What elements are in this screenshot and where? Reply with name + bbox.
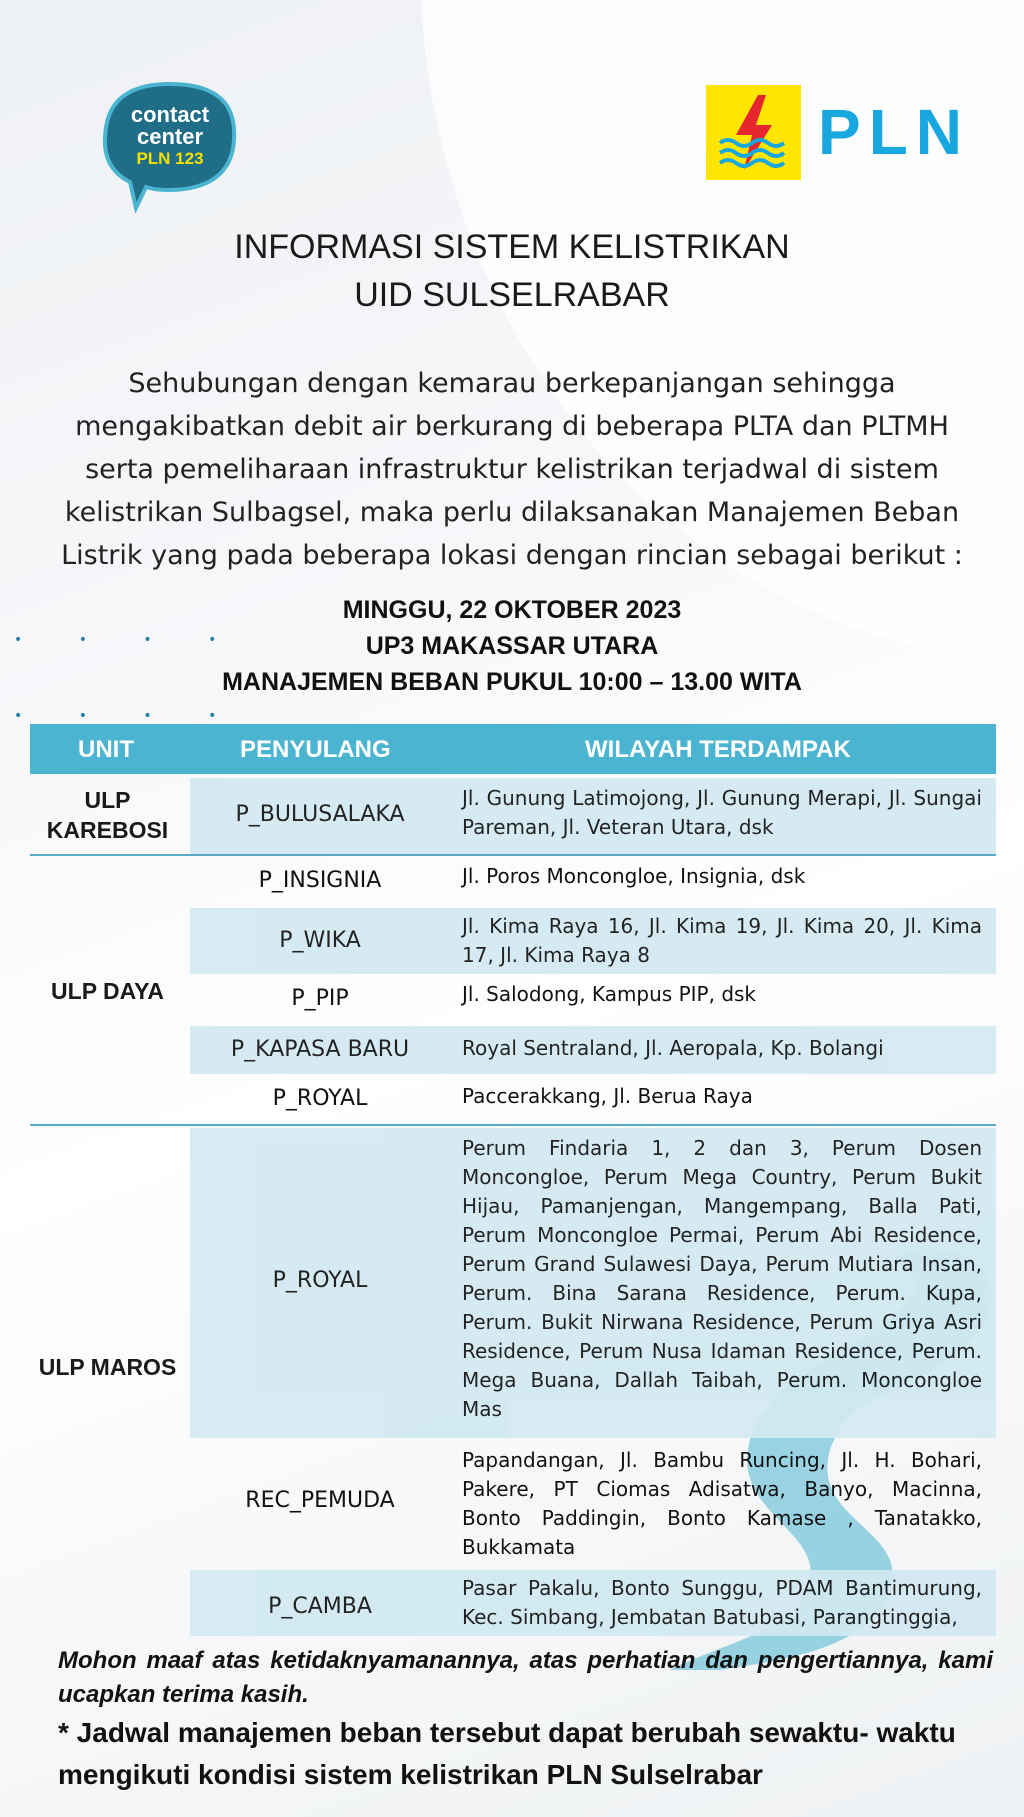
- pln-wordmark: PLN: [818, 96, 970, 168]
- schedule-unit: UP3 MAKASSAR UTARA: [365, 632, 659, 660]
- cc-line2: center: [136, 124, 204, 149]
- unit-separator: [30, 854, 996, 856]
- unit-maros: ULP MAROS: [38, 1354, 177, 1380]
- pln-logo: [706, 85, 976, 180]
- penyulang-cell: P_KAPASA BARU: [230, 1037, 410, 1062]
- wilayah-cell: Paccerakkang, Jl. Berua Raya: [462, 1084, 753, 1108]
- table-row: [190, 1570, 996, 1636]
- penyulang-cell: P_PIP: [291, 986, 349, 1011]
- table-row: [190, 1076, 996, 1122]
- penyulang-cell: P_BULUSALAKA: [235, 802, 405, 827]
- page-title-line2: UID SULSELRABAR: [354, 276, 670, 314]
- table-row: [190, 976, 996, 1024]
- wilayah-cell: Jl. Salodong, Kampus PIP, dsk: [462, 982, 757, 1006]
- penyulang-cell: P_ROYAL: [272, 1086, 368, 1111]
- wilayah-cell: Papandangan, Jl. Bambu Runcing, Jl. H. Bohari, Pakere, PT Ciomas Adisatwa, Banyo, Macinna, Bonto Paddingin, Bonto Kamase , Tanatakko, Bukkamata: [462, 1448, 982, 1559]
- wilayah-cell: Jl. Gunung Latimojong, Jl. Gunung Merapi, Jl. Sungai Pareman, Jl. Veteran Utara, dsk: [462, 786, 982, 839]
- apology-note: Mohon maaf atas ketidaknyamanannya, atas perhatian dan pengertiannya, kami ucapkan terima kasih.: [58, 1647, 993, 1708]
- pln-emblem: [706, 85, 801, 180]
- schedule-time: MANAJEMEN BEBAN PUKUL 10:00 – 13.00 WITA: [222, 668, 802, 696]
- unit-karebosi: ULP KAREBOSI: [46, 787, 169, 843]
- contact-center-logo: [100, 78, 240, 213]
- intro-paragraph: Sehubungan dengan kemarau berkepanjangan sehingga mengakibatkan debit air berkurang di beberapa PLTA dan PLTMH serta pemeliharaan infrastruktur kelistrikan terjadwal di sistem kelistrikan Sulbagsel, maka perlu dilaksanakan Manajemen Beban Listrik yang pada beberapa lokasi dengan rincian sebagai berikut :: [61, 368, 963, 571]
- schedule-change-note: * Jadwal manajemen beban tersebut dapat berubah sewaktu- waktu mengikuti kondisi sistem kelistrikan PLN Sulselrabar: [58, 1717, 956, 1790]
- table-row: [190, 908, 996, 974]
- schedule-date: MINGGU, 22 OKTOBER 2023: [342, 596, 682, 624]
- penyulang-cell: P_INSIGNIA: [258, 868, 382, 893]
- cc-line1: contact: [130, 102, 210, 127]
- cc-line3: PLN 123: [136, 149, 204, 168]
- page-title-line1: INFORMASI SISTEM KELISTRIKAN: [234, 228, 790, 266]
- header-unit: UNIT: [78, 736, 134, 763]
- table-row: [190, 1442, 996, 1566]
- wilayah-cell: Jl. Kima Raya 16, Jl. Kima 19, Jl. Kima 20, Jl. Kima 17, Jl. Kima Raya 8: [462, 914, 982, 967]
- decorative-dots: • • • •: [14, 632, 243, 648]
- unit-daya: ULP DAYA: [51, 978, 164, 1004]
- wilayah-cell: Royal Sentraland, Jl. Aeropala, Kp. Bolangi: [462, 1036, 884, 1060]
- header-penyulang: PENYULANG: [240, 736, 391, 763]
- table-row: [190, 778, 996, 854]
- wilayah-cell: Pasar Pakalu, Bonto Sunggu, PDAM Bantimurung, Kec. Simbang, Jembatan Batubasi, Parangtinggia,: [462, 1576, 982, 1629]
- wilayah-cell: Perum Findaria 1, 2 dan 3, Perum Dosen Moncongloe, Perum Mega Country, Perum Bukit Hijau, Pamanjengan, Mangempang, Balla Pati, Perum Moncongloe Permai, Perum Abi Residence, Perum Grand Sulawesi Daya, Perum Mutiara Insan, Perum. Bina Sarana Residence, Perum. Kupa, Perum. Bukit Nirwana Residence, Perum Griya Asri Residence, Perum Nusa Idaman Residence, Perum. Mega Buana, Dallah Taibah, Perum. Moncongloe Mas: [462, 1136, 982, 1421]
- penyulang-cell: P_WIKA: [279, 928, 361, 953]
- header-wilayah: WILAYAH TERDAMPAK: [585, 736, 851, 763]
- penyulang-cell: REC_PEMUDA: [245, 1488, 395, 1513]
- penyulang-cell: P_CAMBA: [268, 1594, 372, 1619]
- table-row: [190, 1026, 996, 1074]
- table-header: [30, 724, 996, 774]
- wilayah-cell: Jl. Poros Moncongloe, Insignia, dsk: [462, 864, 806, 888]
- table-row: [190, 1128, 996, 1438]
- penyulang-cell: P_ROYAL: [272, 1268, 368, 1293]
- lightning-icon: [706, 85, 801, 180]
- decorative-dots: • • • •: [14, 708, 243, 724]
- unit-separator: [30, 1124, 996, 1126]
- table-row: [190, 858, 996, 906]
